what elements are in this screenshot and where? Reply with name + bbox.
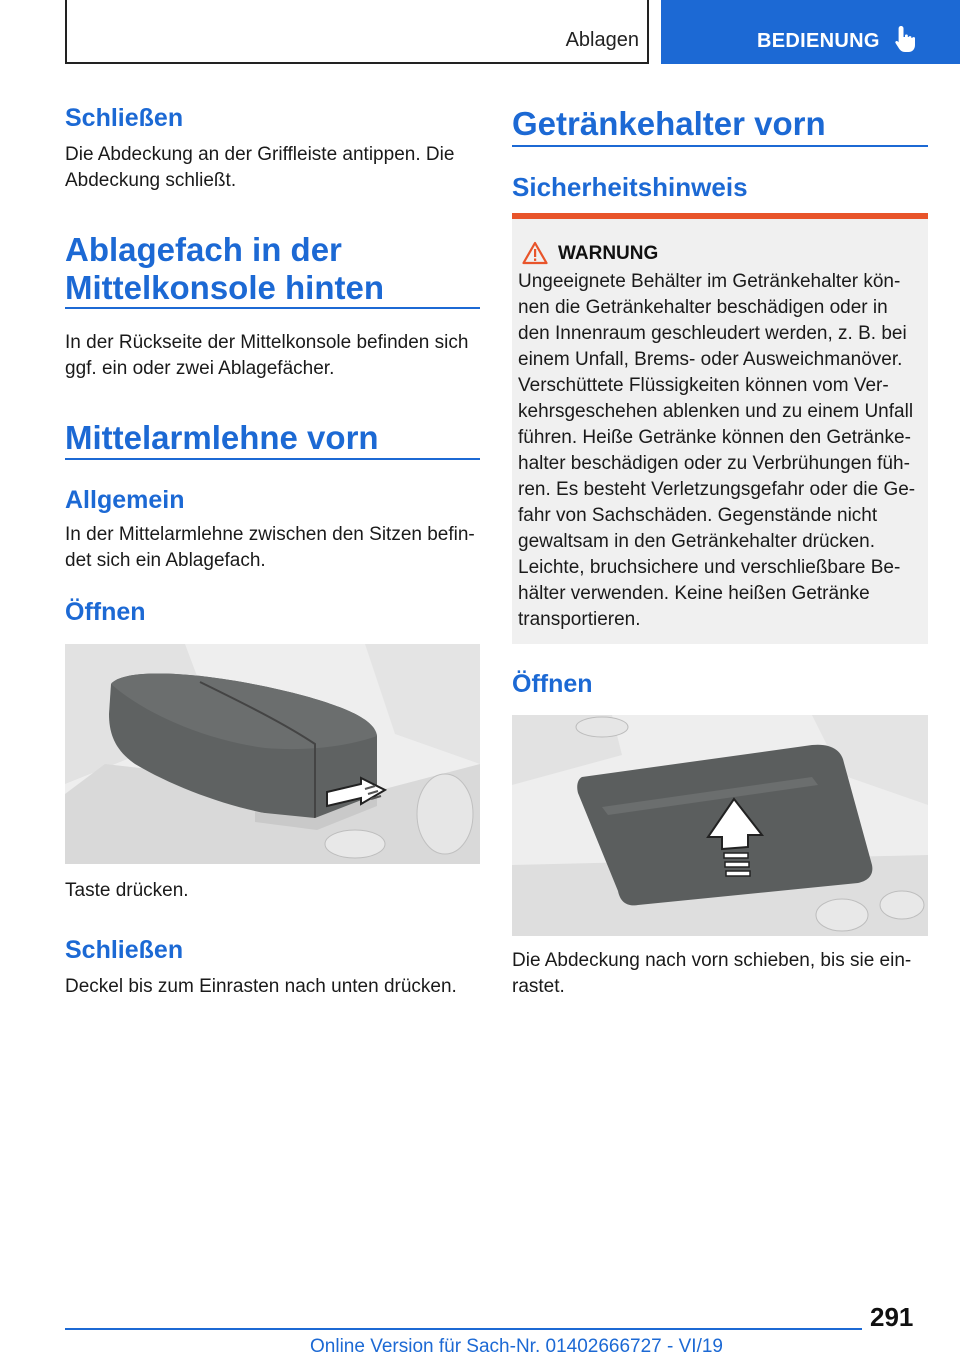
rear-console-text: In der Rückseite der Mittelkonsole befinden sich ggf. ein oder zwei Ablagefächer.	[65, 332, 469, 379]
rear-console-title-line1: Ablagefach in der	[65, 231, 342, 268]
warning-title: WARNUNG	[558, 243, 659, 264]
close-heading-2: Schließen	[65, 936, 184, 964]
general-heading: Allgemein	[65, 486, 185, 514]
page-number: 291	[870, 1302, 914, 1332]
safety-heading: Sicherheitshinweis	[512, 172, 748, 202]
armrest-image-caption: Taste drücken.	[65, 880, 189, 901]
header-section-box	[65, 0, 649, 64]
warning-box	[512, 219, 928, 644]
pointing-hand-icon	[893, 24, 919, 54]
open-heading-left: Öffnen	[65, 598, 146, 626]
warning-triangle-icon	[522, 241, 548, 265]
warning-text: Ungeeignete Behälter im Getränkehalter kön-nen die Getränkehalter beschädigen oder in den Innenraum geschleudert werden, z. B. bei einem Unfall, Brems- oder Ausweichmanöver. Verschüttete Flüssigkeiten können vom Ver-kehrsgeschehen ablenken und zu einem Unfall führen. Heiße Getränke können den Getränke-halter beschädigen oder zu Verbrühungen füh-ren. Es besteht Verletzungsgefahr oder die Ge-fahr von Sachschäden. Gegenstände nicht gewaltsam in den Getränkehalter drücken. Leichte, bruchsichere und verschließbare Be-hälter verwenden. Keine heißen Getränke transportieren.	[518, 271, 916, 630]
armrest-rule	[65, 458, 480, 460]
armrest-title: Mittelarmlehne vorn	[65, 419, 379, 456]
cupholder-illustration	[512, 715, 928, 936]
open-heading-right: Öffnen	[512, 670, 593, 698]
footer-online-version: Online Version für Sach-Nr. 01402666727 - VI/19	[310, 1336, 723, 1357]
header-chapter-label: BEDIENUNG	[757, 30, 880, 52]
header-chapter-tab	[661, 0, 960, 64]
rear-console-rule	[65, 307, 480, 309]
cupholder-title: Getränkehalter vorn	[512, 105, 826, 142]
general-text: In der Mittelarmlehne zwischen den Sitzen befin-det sich ein Ablagefach.	[65, 524, 475, 571]
cupholder-image-caption: Die Abdeckung nach vorn schieben, bis sie ein-rastet.	[512, 950, 912, 997]
footer-rule	[65, 1328, 862, 1330]
rear-console-title-line2: Mittelkonsole hinten	[65, 269, 385, 306]
header-section-label: Ablagen	[565, 29, 639, 51]
armrest-illustration	[65, 644, 480, 864]
close-text: Die Abdeckung an der Griffleiste antippen. Die Abdeckung schließt.	[65, 144, 455, 191]
close-heading: Schließen	[65, 104, 184, 132]
close-text-2: Deckel bis zum Einrasten nach unten drücken.	[65, 976, 457, 997]
cupholder-rule	[512, 145, 928, 147]
